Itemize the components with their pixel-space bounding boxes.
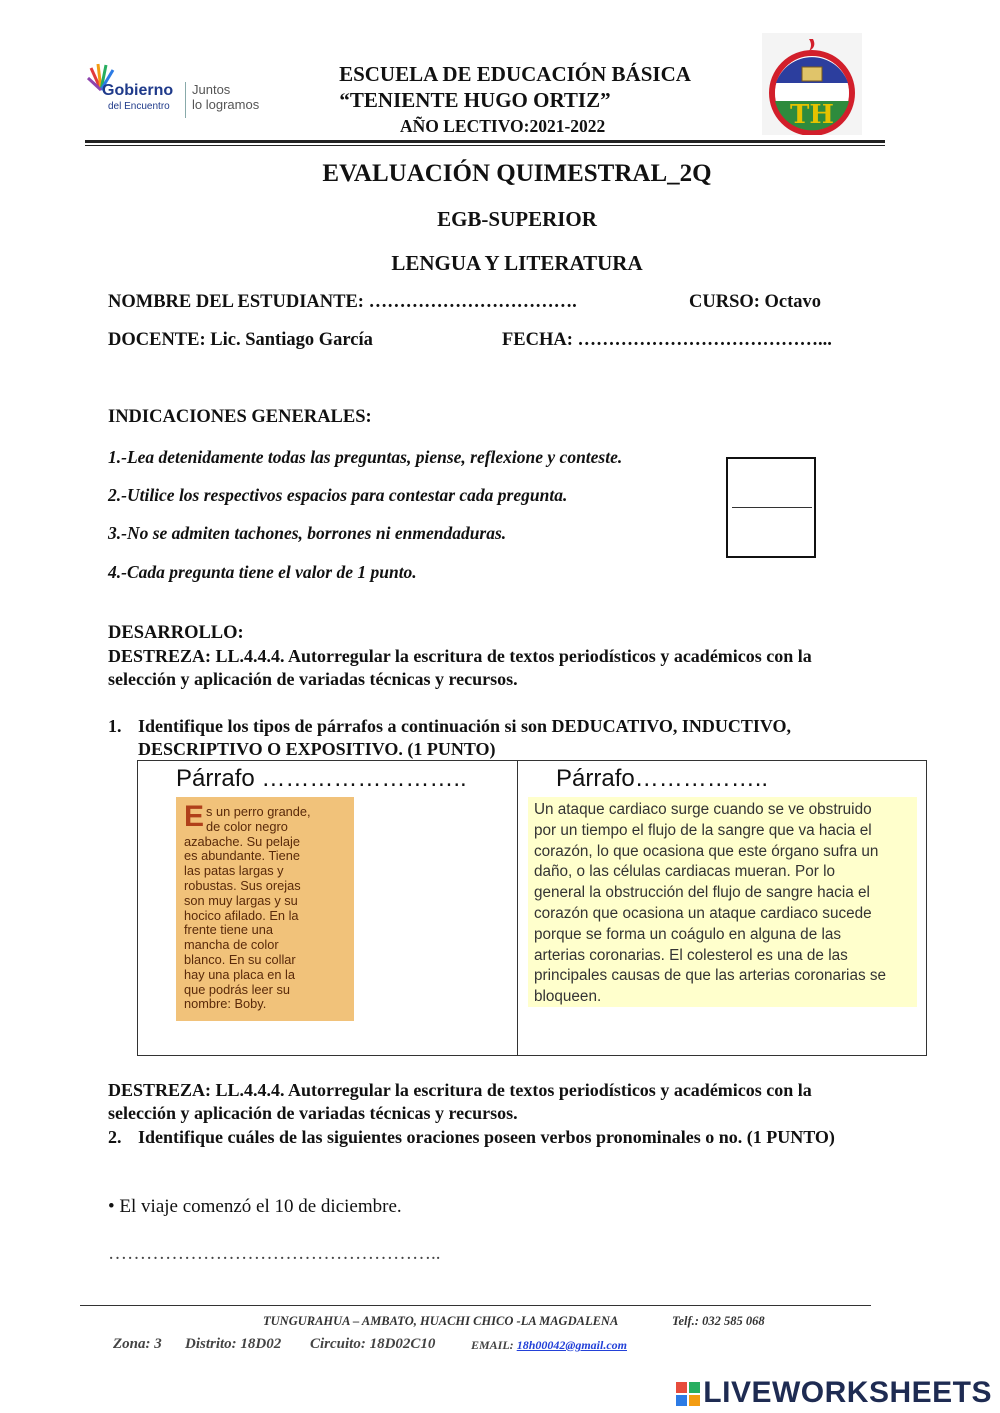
paragraph-right-line: principales causas de que las arterias coronarias se bbox=[534, 967, 887, 985]
paragraph-right-line: Un ataque cardiaco surge cuando se ve obstruido bbox=[534, 801, 872, 818]
paragraph-right-label[interactable]: Párrafo…………….. bbox=[556, 765, 769, 792]
paragraph-right-line: porque se forma un coágulo en alguna de las bbox=[534, 925, 842, 943]
paragraph-right-line: por un tiempo el flujo de la sangre que va hacia el bbox=[534, 821, 872, 839]
footer-email-label: EMAIL: bbox=[471, 1338, 514, 1352]
footer-email-block bbox=[471, 1338, 627, 1353]
instruction-item: 1.-Lea detenidamente todas las preguntas, piense, reflexione y conteste. bbox=[108, 447, 623, 467]
paragraph-right-line: corazón que ocasiona un ataque cardiaco sucede bbox=[534, 904, 872, 922]
paragraph-left-line: hocico afilado. En la bbox=[184, 907, 299, 923]
footer-distrito: Distrito: 18D02 bbox=[185, 1336, 282, 1352]
instruction-item: 4.-Cada pregunta tiene el valor de 1 punto. bbox=[108, 562, 417, 582]
question-2-text: Identifique cuáles de las siguientes oraciones poseen verbos pronominales o no. (1 PUNTO) bbox=[138, 1127, 835, 1147]
instruction-item: 3.-No se admiten tachones, borrones ni enmendaduras. bbox=[108, 523, 507, 543]
question-2-number: 2. bbox=[108, 1127, 122, 1147]
footer-zona: Zona: 3 bbox=[113, 1336, 162, 1352]
liveworksheets-brand-text: LIVEWORKSHEETS bbox=[703, 1376, 992, 1409]
footer-phone: Telf.: 032 585 068 bbox=[672, 1314, 765, 1328]
paragraph-left-line: nombre: Boby. bbox=[184, 996, 267, 1012]
paragraph-right-line: general la obstrucción del flujo de sangre hacia el bbox=[534, 884, 870, 902]
answer-line-1[interactable]: …………………………………………….. bbox=[108, 1243, 441, 1264]
paragraph-left-line: son muy largas y su bbox=[184, 892, 298, 908]
footer-address: TUNGURAHUA – AMBATO, HUACHI CHICO -LA MAGDALENA bbox=[263, 1314, 619, 1328]
school-name-line2: “TENIENTE HUGO ORTIZ” bbox=[339, 88, 611, 112]
paragraph-left-line: de color negro bbox=[206, 818, 288, 834]
paragraph-left-line: mancha de color bbox=[184, 937, 279, 953]
teacher-field: DOCENTE: Lic. Santiago García bbox=[108, 330, 373, 350]
paragraph-left-dropcap: E bbox=[184, 800, 205, 833]
paragraph-left-text bbox=[176, 797, 354, 1021]
question-1-line-1: Identifique los tipos de párrafos a continuación si son DEDUCATIVO, INDUCTIVO, bbox=[138, 716, 792, 736]
paragraph-left-line: que podrás leer su bbox=[184, 981, 290, 997]
date-field[interactable]: FECHA: …………………………………... bbox=[502, 330, 832, 350]
skill-1-line-1: DESTREZA: LL.4.4.4. Autorregular la escritura de textos periodísticos y académicos con la bbox=[108, 646, 812, 666]
question-1-line-2: DESCRIPTIVO O EXPOSITIVO. (1 PUNTO) bbox=[138, 739, 496, 759]
skill-2-line-2: selección y aplicación de variadas técnicas y recursos. bbox=[108, 1103, 518, 1123]
paragraph-left-line: las patas largas y bbox=[184, 863, 284, 879]
header-rule-thick bbox=[85, 140, 885, 143]
question-1-number: 1. bbox=[108, 716, 122, 736]
paragraph-right-line: arterias coronarias. El colesterol es una de las bbox=[534, 946, 848, 964]
skill-1-line-2: selección y aplicación de variadas técnicas y recursos. bbox=[108, 669, 518, 689]
instruction-item: 2.-Utilice los respectivos espacios para contestar cada pregunta. bbox=[108, 485, 568, 505]
subject-title: LENGUA Y LITERATURA bbox=[391, 251, 643, 275]
gov-logo-line1: Gobierno bbox=[102, 82, 174, 99]
student-name-field[interactable]: NOMBRE DEL ESTUDIANTE: ……………………………. bbox=[108, 292, 577, 312]
paragraph-left-line: robustas. Sus orejas bbox=[184, 877, 301, 893]
liveworksheets-watermark[interactable] bbox=[676, 1376, 992, 1410]
skill-2-line-1: DESTREZA: LL.4.4.4. Autorregular la escritura de textos periodísticos y académicos con la bbox=[108, 1080, 812, 1100]
paragraph-right-line: corazón, lo que ocasiona que este órgano sufra un bbox=[534, 842, 879, 860]
footer-email-link[interactable]: 18h00042@gmail.com bbox=[516, 1338, 628, 1352]
sentence-1: • El viaje comenzó el 10 de diciembre. bbox=[108, 1196, 402, 1217]
grade-box-divider bbox=[732, 507, 812, 508]
liveworksheets-badge-icon bbox=[676, 1382, 700, 1406]
footer-rule bbox=[80, 1305, 871, 1306]
gov-logo-separator bbox=[185, 82, 186, 118]
exam-title: EVALUACIÓN QUIMESTRAL_2Q bbox=[322, 160, 712, 187]
footer-circuito: Circuito: 18D02C10 bbox=[310, 1336, 436, 1352]
paragraph-left-line: blanco. En su collar bbox=[184, 951, 296, 967]
gov-slogan-line2: lo logramos bbox=[192, 97, 260, 112]
paragraph-left-line: frente tiene una bbox=[184, 922, 273, 938]
paragraph-right-text bbox=[528, 797, 917, 1007]
gov-slogan-line1: Juntos bbox=[192, 82, 231, 97]
course-field: CURSO: Octavo bbox=[689, 292, 822, 312]
paragraph-right-line: daño, o las células cardiacas mueran. Por lo bbox=[534, 863, 836, 881]
paragraph-right-line: bloqueen. bbox=[534, 988, 602, 1006]
crest-letters: TH bbox=[790, 100, 834, 130]
paragraph-left-line: hay una placa en la bbox=[184, 966, 295, 982]
school-crest-icon bbox=[762, 33, 862, 135]
paragraph-left-line: s un perro grande, bbox=[206, 804, 311, 819]
instructions-heading: INDICACIONES GENERALES: bbox=[108, 407, 372, 427]
paragraph-table-divider bbox=[517, 760, 518, 1056]
paragraph-left-line: azabache. Su pelaje bbox=[184, 833, 300, 849]
school-year: AÑO LECTIVO:2021-2022 bbox=[400, 116, 606, 136]
development-heading: DESARROLLO: bbox=[108, 623, 244, 643]
gov-logo-slogan bbox=[192, 82, 259, 112]
school-name-line1: ESCUELA DE EDUCACIÓN BÁSICA bbox=[339, 62, 691, 86]
gov-logo-line2: del Encuentro bbox=[108, 101, 170, 112]
paragraph-left-line: es abundante. Tiene bbox=[184, 848, 300, 864]
header-rule-thin bbox=[85, 145, 885, 146]
level-title: EGB-SUPERIOR bbox=[437, 207, 597, 231]
paragraph-left-label[interactable]: Párrafo …………………….. bbox=[176, 765, 467, 792]
government-logo bbox=[86, 60, 276, 120]
